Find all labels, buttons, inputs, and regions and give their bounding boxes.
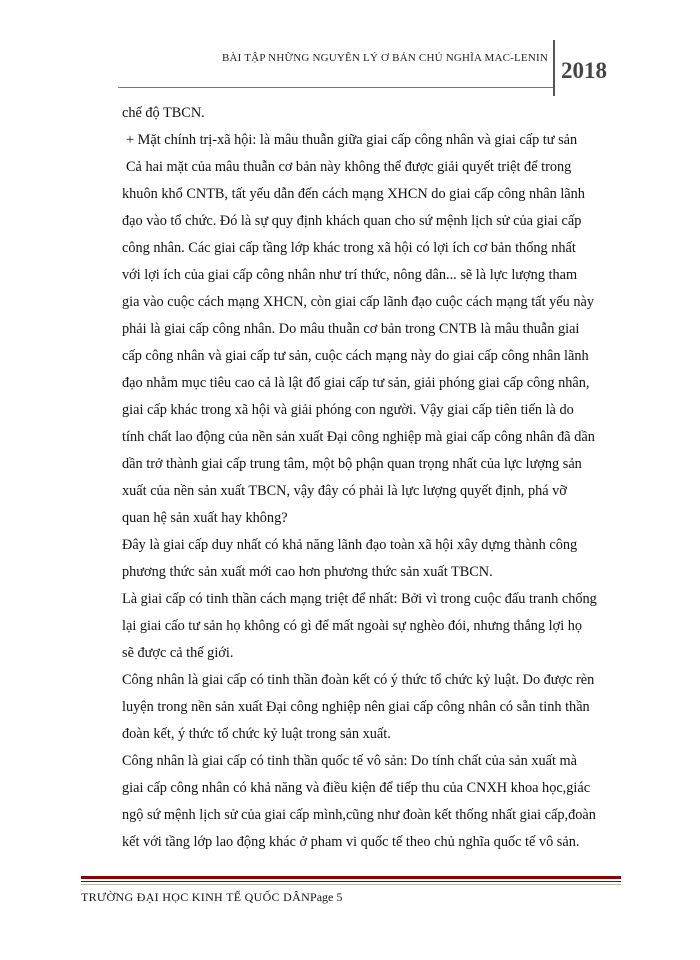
text-line: đạo vào tổ chức. Đó là sự quy định khách quan cho sứ mệnh lịch sử của giai cấp	[122, 213, 582, 229]
text-line: ngộ sứ mệnh lịch sử của giai cấp mình,cũng như đoàn kết thống nhất giai cấp,đoàn	[122, 807, 596, 823]
text-line: sẽ được cả thế giới.	[122, 645, 234, 661]
text-line: đạo nhằm mục tiêu cao cả là lật đổ giai cấp tư sản, giải phóng giai cấp công nhân,	[122, 375, 590, 391]
footer-rule-shadow	[81, 884, 621, 885]
text-line: giai cấp khác trong xã hội và giải phóng con người. Vậy giai cấp tiên tiến là do	[122, 402, 574, 418]
text-line: phương thức sản xuất mới cao hơn phương thức sản xuất TBCN.	[122, 564, 493, 580]
footer	[81, 890, 342, 905]
text-line: đoàn kết, ý thức tổ chức kỷ luật trong sản xuất.	[122, 726, 391, 742]
text-line: tính chất lao động của nền sản xuất Đại công nghiệp mà giai cấp công nhân đã dần	[122, 429, 595, 445]
text-line: + Mặt chính trị-xã hội: là mâu thuẫn giữa giai cấp công nhân và giai cấp tư sản	[126, 132, 578, 148]
text-line: quan hệ sản xuất hay không?	[122, 510, 288, 526]
text-line: khuôn khổ CNTB, tất yếu dẫn đến cách mạng XHCN do giai cấp công nhân lãnh	[122, 186, 585, 202]
header-title: BÀI TẬP NHỮNG NGUYÊN LÝ Ơ BẢN CHỦ NGHĨA MAC-LENIN	[221, 52, 548, 64]
text-line: Cả hai mặt của mâu thuẫn cơ bản này không thể được giải quyết triệt để trong	[126, 159, 572, 175]
header-rule	[118, 87, 553, 88]
footer-school: TRƯỜNG ĐẠI HỌC KINH TẾ QUỐC DÂN	[81, 890, 311, 904]
text-line: gia vào cuộc cách mạng XHCN, còn giai cấp lãnh đạo cuộc cách mạng tất yếu này	[122, 294, 595, 310]
text-line: chế độ TBCN.	[122, 105, 205, 121]
text-line: công nhân. Các giai cấp tầng lớp khác trong xã hội có lợi ích cơ bản thống nhất	[122, 240, 576, 256]
text-line: Là giai cấp có tinh thần cách mạng triệt để nhất: Bởi vì trong cuộc đấu tranh chống	[122, 591, 597, 607]
text-line: giai cấp công nhân có khả năng và điều kiện để tiếp thu của CNXH khoa học,giác	[122, 780, 591, 796]
text-line: Công nhân là giai cấp có tinh thần quốc tế vô sản: Do tính chất của sản xuất mà	[122, 753, 577, 769]
document-body	[122, 100, 622, 856]
text-line: Đây là giai cấp duy nhất có khả năng lãnh đạo toàn xã hội xây dựng thành công	[122, 537, 578, 553]
footer-rule-thin	[81, 881, 621, 882]
text-line: xuất của nền sản xuất TBCN, vậy đây có phải là lực lượng quyết định, phá vỡ	[122, 483, 567, 499]
text-line: dần trở thành giai cấp trung tâm, một bộ phận quan trọng nhất của lực lượng sản	[122, 456, 582, 472]
text-line: lại giai cấo tư sản họ không có gì để mất ngoài sự nghèo đói, nhưng thắng lợi họ	[122, 618, 583, 634]
footer-rule	[81, 876, 621, 879]
text-line: với lợi ích của giai cấp công nhân như trí thức, nông dân... sẽ là lực lượng tham	[122, 267, 578, 283]
text-line: luyện trong nền sản xuất Đại công nghiệp nên giai cấp công nhân có sẵn tinh thần	[122, 699, 590, 715]
header-divider	[553, 40, 555, 96]
footer-page-number: Page 5	[310, 890, 343, 904]
header-year: 2018	[561, 58, 607, 83]
text-line: Công nhân là giai cấp có tinh thần đoàn kết có ý thức tổ chức kỷ luật. Do được rèn	[122, 672, 595, 688]
text-line: phải là giai cấp công nhân. Do mâu thuẫn cơ bản trong CNTB là mâu thuẫn giai	[122, 321, 580, 337]
text-line: cấp công nhân và giai cấp tư sản, cuộc cách mạng này do giai cấp công nhân lãnh	[122, 348, 589, 364]
text-line: kết với tầng lớp lao động khác ở pham vi quốc tế theo chủ nghĩa quốc tế vô sản.	[122, 834, 580, 850]
